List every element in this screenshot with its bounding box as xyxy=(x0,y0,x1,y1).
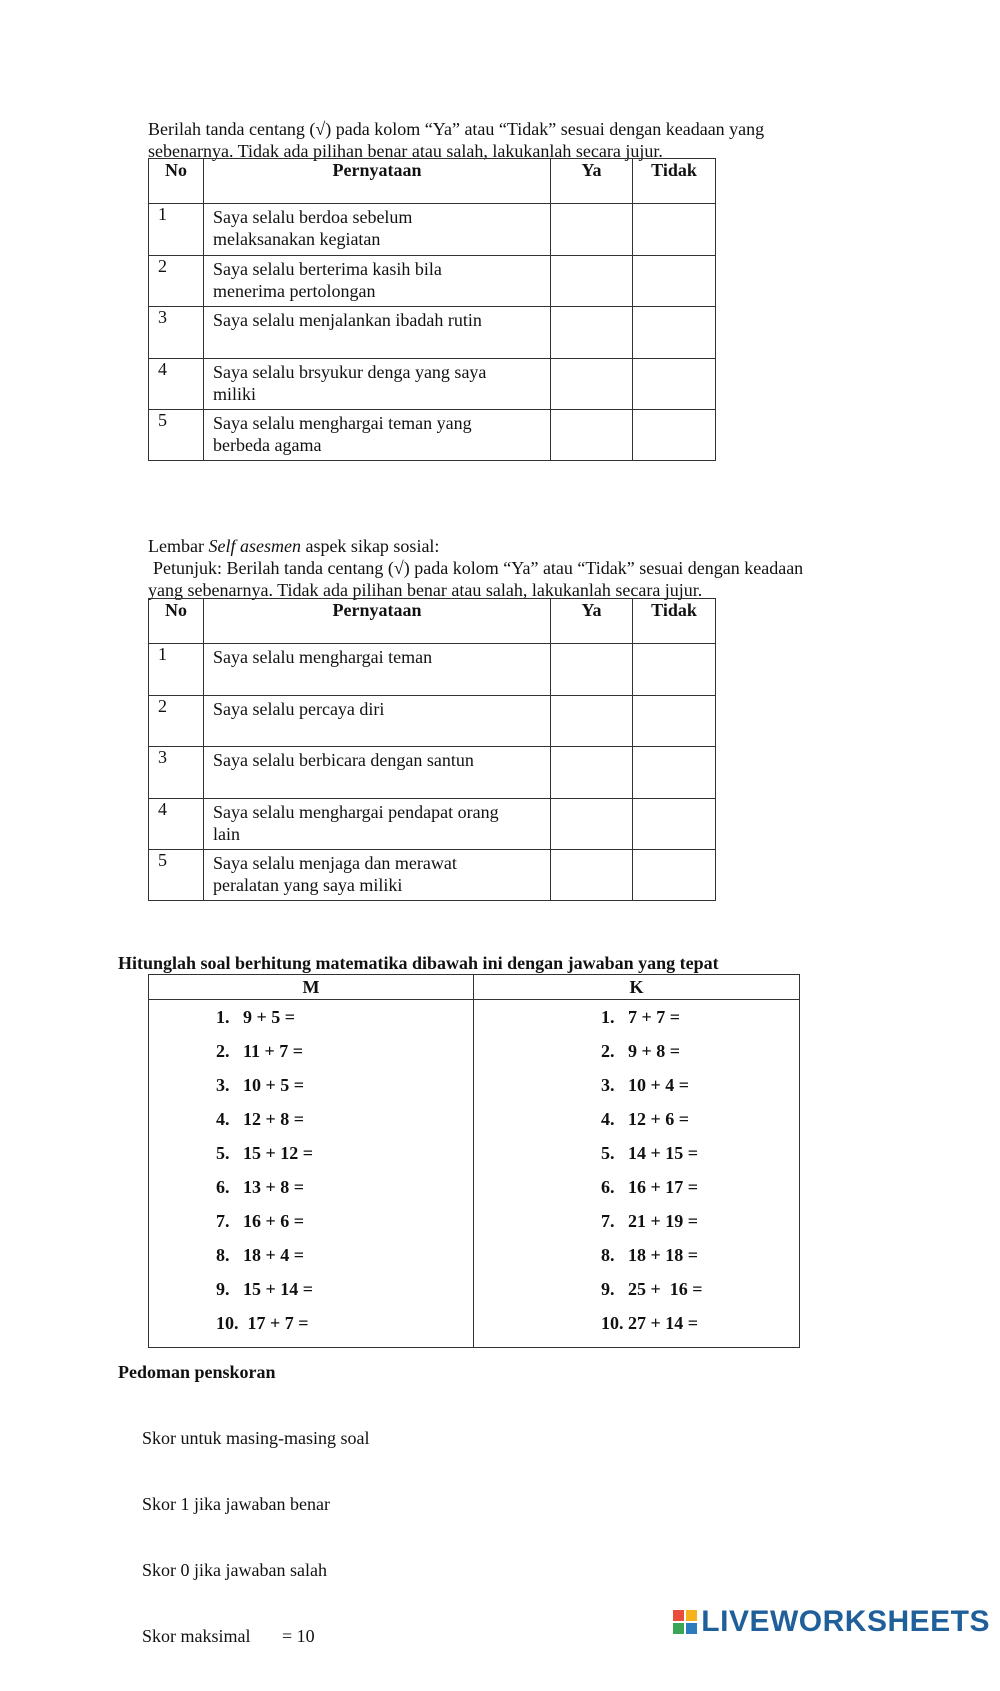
math-question: 4. 12 + 6 = xyxy=(601,1109,690,1129)
row-statement xyxy=(204,799,551,850)
no-checkbox-cell[interactable] xyxy=(633,799,716,850)
math-table xyxy=(148,974,800,1348)
section2-instruction-line2: yang sebenarnya. Tidak ada pilihan benar atau salah, lakukanlah secara jujur. xyxy=(148,580,703,600)
no-checkbox-cell[interactable] xyxy=(633,850,716,901)
header-no-answer: Tidak xyxy=(633,599,716,644)
math-body-row xyxy=(149,1000,800,1348)
section1-instruction-line1: Berilah tanda centang (√) pada kolom “Ya” atau “Tidak” sesuai dengan keadaan yang xyxy=(148,119,765,139)
row-statement xyxy=(204,410,551,461)
row-number: 1 xyxy=(149,204,204,256)
statement-line: Saya selalu brsyukur denga yang saya xyxy=(213,362,487,382)
statement-line: melaksanakan kegiatan xyxy=(213,229,381,249)
row-number: 2 xyxy=(149,256,204,307)
row-statement xyxy=(204,307,551,359)
scoring-line: Skor maksimal = 10 xyxy=(142,1626,315,1646)
section2-title xyxy=(148,535,803,557)
math-question: 5. 14 + 15 = xyxy=(601,1143,699,1163)
title-prefix: Lembar xyxy=(148,536,209,556)
yes-checkbox-cell[interactable] xyxy=(551,644,633,696)
row-statement xyxy=(204,850,551,901)
column-k xyxy=(474,1000,800,1348)
logo-square xyxy=(673,1610,684,1621)
math-question: 8. 18 + 4 = xyxy=(216,1245,305,1265)
math-question: 1. 9 + 5 = xyxy=(216,1007,296,1027)
math-question: 9. 15 + 14 = xyxy=(216,1279,314,1299)
no-checkbox-cell[interactable] xyxy=(633,644,716,696)
table-row xyxy=(149,747,716,799)
row-number: 4 xyxy=(149,359,204,410)
statement-line: Saya selalu menjaga dan merawat xyxy=(213,853,457,873)
no-checkbox-cell[interactable] xyxy=(633,696,716,747)
table-row xyxy=(149,204,716,256)
liveworksheets-logo-icon xyxy=(673,1610,697,1634)
row-number: 1 xyxy=(149,644,204,696)
math-question: 2. 9 + 8 = xyxy=(601,1041,681,1061)
math-question: 6. 13 + 8 = xyxy=(216,1177,305,1197)
row-number: 4 xyxy=(149,799,204,850)
math-question: 10. 27 + 14 = xyxy=(601,1313,699,1333)
row-statement xyxy=(204,644,551,696)
statement-line: Saya selalu menghargai teman xyxy=(213,647,433,667)
title-suffix: aspek sikap sosial: xyxy=(300,536,440,556)
math-question: 2. 11 + 7 = xyxy=(216,1041,304,1061)
header-yes: Ya xyxy=(551,599,633,644)
table-row xyxy=(149,644,716,696)
logo-square xyxy=(686,1623,697,1634)
math-question: 6. 16 + 17 = xyxy=(601,1177,699,1197)
scoring-line: Skor 1 jika jawaban benar xyxy=(142,1494,330,1514)
section1-instruction xyxy=(148,118,764,162)
math-question: 3. 10 + 4 = xyxy=(601,1075,690,1095)
no-checkbox-cell[interactable] xyxy=(633,359,716,410)
statement-line: Saya selalu berbicara dengan santun xyxy=(213,750,474,770)
no-checkbox-cell[interactable] xyxy=(633,307,716,359)
statement-line: peralatan yang saya miliki xyxy=(213,875,403,895)
table-row xyxy=(149,307,716,359)
yes-checkbox-cell[interactable] xyxy=(551,850,633,901)
statement-line: Saya selalu menghargai pendapat orang xyxy=(213,802,499,822)
math-question: 8. 18 + 18 = xyxy=(601,1245,699,1265)
header-no: No xyxy=(149,599,204,644)
no-checkbox-cell[interactable] xyxy=(633,256,716,307)
scoring-line: Skor untuk masing-masing soal xyxy=(142,1428,370,1448)
math-question: 10. 17 + 7 = xyxy=(216,1313,309,1333)
row-number: 3 xyxy=(149,747,204,799)
math-question: 7. 16 + 6 = xyxy=(216,1211,305,1231)
no-checkbox-cell[interactable] xyxy=(633,410,716,461)
yes-checkbox-cell[interactable] xyxy=(551,256,633,307)
statement-line: berbeda agama xyxy=(213,435,322,455)
math-question: 3. 10 + 5 = xyxy=(216,1075,305,1095)
row-number: 3 xyxy=(149,307,204,359)
table-row xyxy=(149,256,716,307)
row-statement xyxy=(204,696,551,747)
header-statement: Pernyataan xyxy=(204,159,551,204)
no-checkbox-cell[interactable] xyxy=(633,747,716,799)
yes-checkbox-cell[interactable] xyxy=(551,799,633,850)
scoring-guide xyxy=(118,1361,370,1691)
logo-text: LIVEWORKSHEETS xyxy=(701,1605,990,1638)
logo-square xyxy=(686,1610,697,1621)
math-question: 4. 12 + 8 = xyxy=(216,1109,305,1129)
table-row xyxy=(149,850,716,901)
header-statement: Pernyataan xyxy=(204,599,551,644)
statement-line: miliki xyxy=(213,384,257,404)
header-no-answer: Tidak xyxy=(633,159,716,204)
title-italic: Self asesmen xyxy=(208,536,301,556)
yes-checkbox-cell[interactable] xyxy=(551,307,633,359)
section1-table xyxy=(148,158,716,461)
math-question: 5. 15 + 12 = xyxy=(216,1143,314,1163)
row-statement xyxy=(204,359,551,410)
no-checkbox-cell[interactable] xyxy=(633,204,716,256)
statement-line: Saya selalu percaya diri xyxy=(213,699,385,719)
yes-checkbox-cell[interactable] xyxy=(551,747,633,799)
section2-table xyxy=(148,598,716,901)
column-k-header: K xyxy=(474,975,800,1000)
yes-checkbox-cell[interactable] xyxy=(551,204,633,256)
math-header-row xyxy=(149,975,800,1000)
section1-instruction-line2: sebenarnya. Tidak ada pilihan benar atau salah, lakukanlah secara jujur. xyxy=(148,141,663,161)
math-question: 9. 25 + 16 = xyxy=(601,1279,703,1299)
row-statement xyxy=(204,256,551,307)
header-no: No xyxy=(149,159,204,204)
column-m xyxy=(149,1000,474,1348)
scoring-lines xyxy=(118,1383,370,1691)
table-row xyxy=(149,410,716,461)
statement-line: Saya selalu menghargai teman yang xyxy=(213,413,472,433)
section2-instruction-line1: Petunjuk: Berilah tanda centang (√) pada kolom “Ya” atau “Tidak” sesuai dengan keadaan xyxy=(153,558,804,578)
statement-line: Saya selalu berterima kasih bila xyxy=(213,259,442,279)
statement-line: menerima pertolongan xyxy=(213,281,376,301)
column-m-header: M xyxy=(149,975,474,1000)
statement-line: Saya selalu menjalankan ibadah rutin xyxy=(213,310,482,330)
statement-line: lain xyxy=(213,824,240,844)
section1-header-row xyxy=(149,159,716,204)
yes-checkbox-cell[interactable] xyxy=(551,410,633,461)
scoring-line: Skor 0 jika jawaban salah xyxy=(142,1560,327,1580)
header-yes: Ya xyxy=(551,159,633,204)
section2-intro xyxy=(148,535,803,601)
scoring-title: Pedoman penskoran xyxy=(118,1362,276,1382)
row-number: 5 xyxy=(149,410,204,461)
logo-square xyxy=(673,1623,684,1634)
math-title: Hitunglah soal berhitung matematika dibawah ini dengan jawaban yang tepat xyxy=(118,953,719,973)
row-number: 5 xyxy=(149,850,204,901)
table-row xyxy=(149,799,716,850)
yes-checkbox-cell[interactable] xyxy=(551,696,633,747)
row-number: 2 xyxy=(149,696,204,747)
row-statement xyxy=(204,747,551,799)
yes-checkbox-cell[interactable] xyxy=(551,359,633,410)
statement-line: Saya selalu berdoa sebelum xyxy=(213,207,413,227)
section2-header-row xyxy=(149,599,716,644)
table-row xyxy=(149,359,716,410)
liveworksheets-logo[interactable] xyxy=(673,1605,990,1639)
row-statement xyxy=(204,204,551,256)
math-question: 7. 21 + 19 = xyxy=(601,1211,699,1231)
table-row xyxy=(149,696,716,747)
math-question: 1. 7 + 7 = xyxy=(601,1007,681,1027)
